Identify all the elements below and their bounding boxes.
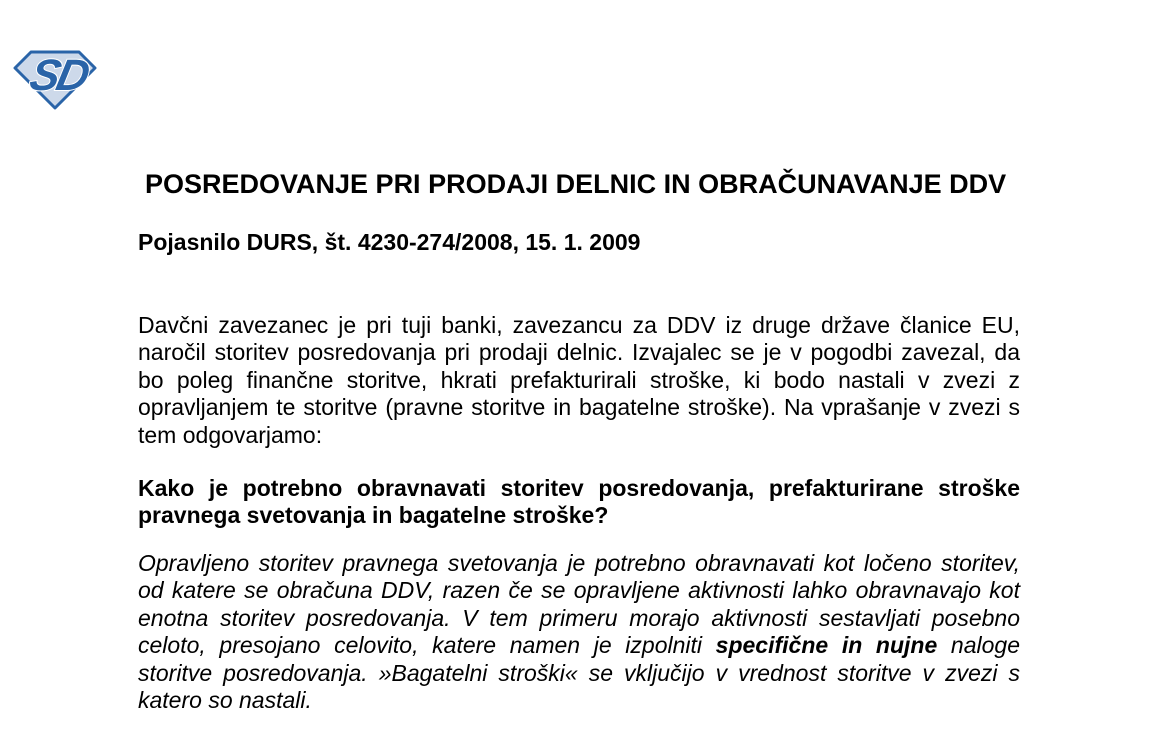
document-title: POSREDOVANJE PRI PRODAJI DELNIC IN OBRAČUNAVANJE DDV <box>145 169 1007 199</box>
text-line: opravljanjem te storitve (pravne storitve in bagatelne stroške). Na vprašanje v zvezi s <box>138 394 1020 421</box>
text-line: Opravljeno storitev pravnega svetovanja je potrebno obravnavati kot ločeno storitev, <box>138 550 1020 576</box>
text-line: od katere se obračuna DDV, razen če se opravljene aktivnosti lahko obravnavajo kot <box>138 577 1020 604</box>
text-line: enotna storitev posredovanja. V tem primeru morajo aktivnosti sestavljati posebno <box>138 604 1020 631</box>
text-line: naročil storitev posredovanja pri prodaji delnic. Izvajalec se je v pogodbi zavezal, da <box>138 339 1020 366</box>
sd-diamond-logo-icon <box>13 47 97 111</box>
question-paragraph <box>138 475 1020 530</box>
company-logo <box>13 47 97 111</box>
text-line: pravnega svetovanja in bagatelne stroške? <box>138 502 609 529</box>
text-segment: celoto, presojano celovito, katere namen je izpolniti <box>138 632 716 659</box>
text-line: tem odgovarjamo: <box>138 421 323 448</box>
answer-paragraph <box>138 550 1020 714</box>
text-line: storitve posredovanja. »Bagatelni stroški« se vključijo v vrednost storitve v zvezi s <box>138 659 1020 686</box>
document-subtitle: Pojasnilo DURS, št. 4230-274/2008, 15. 1. 2009 <box>138 229 641 255</box>
bold-text-segment: specifične in nujne <box>715 632 938 659</box>
svg-text:SD: SD <box>25 51 92 100</box>
intro-paragraph <box>138 312 1020 449</box>
text-line: Kako je potrebno obravnavati storitev posredovanja, prefakturirane stroške <box>138 475 1020 501</box>
text-line: katero so nastali. <box>138 687 312 714</box>
text-line: Davčni zavezanec je pri tuji banki, zavezancu za DDV iz druge države članice EU, <box>138 312 1020 338</box>
text-line: bo poleg finančne storitve, hkrati prefakturirali stroške, ki bodo nastali v zvezi z <box>138 366 1020 393</box>
text-line-with-emphasis <box>138 632 1020 659</box>
text-segment: naloge <box>937 632 1020 659</box>
